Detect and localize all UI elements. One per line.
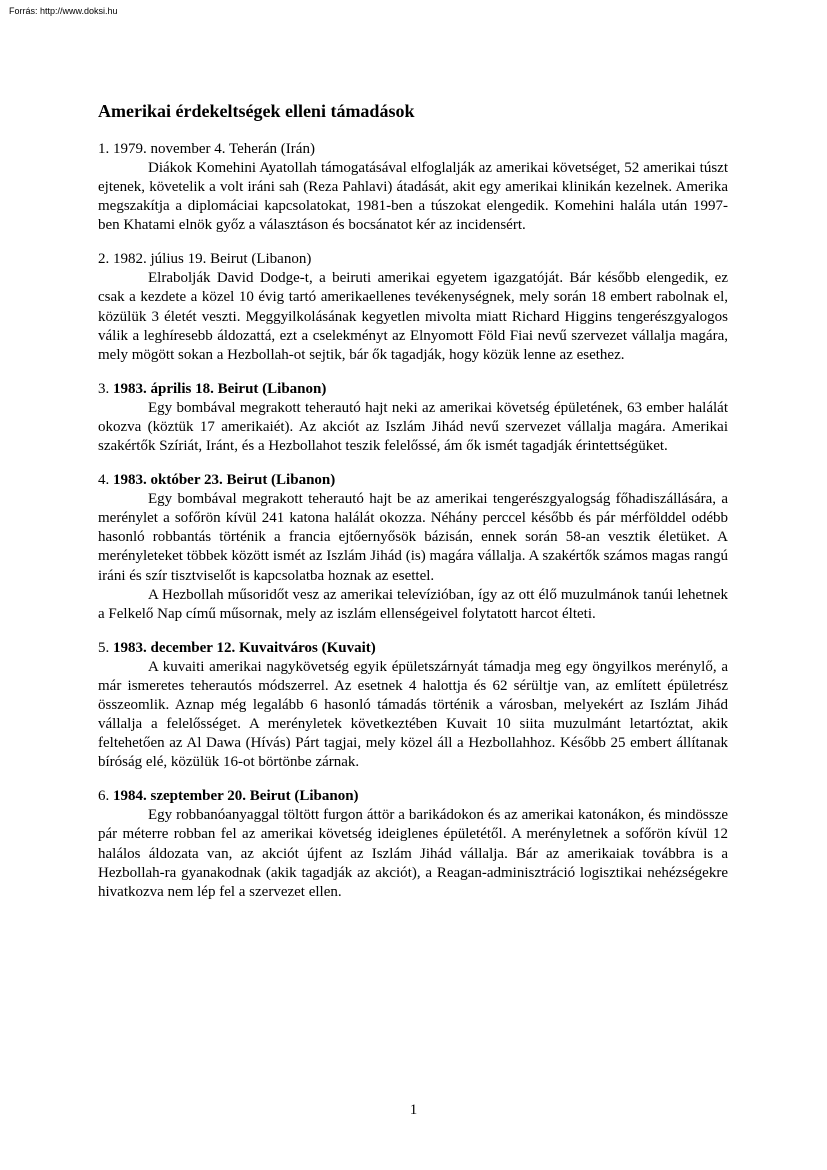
event-place: Teherán (Irán) bbox=[228, 141, 315, 157]
event-section bbox=[98, 140, 728, 235]
event-date: 1983. október 23. bbox=[113, 472, 223, 489]
event-place: Beirut (Libanon) bbox=[217, 380, 327, 397]
event-date-place bbox=[113, 381, 326, 397]
event-date-place bbox=[113, 788, 359, 804]
event-section bbox=[98, 471, 728, 624]
event-date-place bbox=[113, 251, 311, 267]
event-place: Beirut (Libanon) bbox=[249, 788, 359, 805]
event-date-place bbox=[113, 141, 315, 157]
event-section bbox=[98, 787, 728, 901]
event-number: 4. bbox=[98, 472, 110, 489]
event-paragraph: Elrabolják David Dodge-t, a beiruti amerikai egyetem igazgatóját. Bár később elengedik, ez csak a kezdete a közel 10 évig tartó amerikaellenes tevékenységnek, mely során 18 embert rabolnak el, közülük 3 életét veszti. Meggyilkolásának kegyetlen mivolta miatt Richard Higgins tengerészgyalogos válik a leghíresebb áldozattá, ezt a cselekményt az Elnyomott Föld Fiai nevű szervezet vállalja magára, mely mögött sokan a Hezbollah-ot sejtik, bár ők tagadják, hogy közük lenne az esethez. bbox=[98, 270, 728, 363]
event-date: 1982. július 19. bbox=[113, 251, 207, 268]
event-section bbox=[98, 250, 728, 364]
event-paragraph: Diákok Komehini Ayatollah támogatásával elfoglalják az amerikai követséget, 52 amerikai túszt ejtenek, követelik a volt iráni sah (Reza Pahlavi) átadását, akit egy amerikai klinikán kezelnek. Amerika megszakítja a diplomáciai kapcsolatokat, 1981-ben a túszokat elengedik. Komehini halála után 1997-ben Khatami elnök győz a választáson és bocsánatot kér az incidensért. bbox=[98, 160, 728, 234]
event-heading bbox=[98, 380, 728, 399]
event-section bbox=[98, 639, 728, 773]
event-place: Beirut (Libanon) bbox=[210, 251, 312, 268]
event-paragraph: Egy bombával megrakott teherautó hajt be az amerikai tengerészgyalogság főhadiszállására, a merénylet a sofőrön kívül 241 katona halálát okozza. Néhány perccel később és pár mérfölddel odébb hasonló robbantás történik a francia ejtőernyősök bázisán, ennek során 58-an vesztik életüket. A merényleteket többek között ismét az Iszlám Jihád (is) magára vállalja. A szakértők számos magas rangú iráni és szír tisztviselőt is kapcsolatba hoznak az esettel. bbox=[98, 491, 728, 584]
event-section bbox=[98, 380, 728, 456]
event-number: 2. bbox=[98, 251, 110, 268]
event-number: 6. bbox=[98, 788, 110, 805]
event-number: 1. bbox=[98, 141, 110, 157]
event-heading bbox=[98, 250, 728, 269]
event-paragraph: A Hezbollah műsoridőt vesz az amerikai televízióban, így az ott élő muzulmánok tanúi lehetnek a Felkelő Nap című műsornak, mely az iszlám ellenségeivel folytatott harcot élteti. bbox=[98, 586, 728, 622]
event-date: 1983. december 12. bbox=[113, 639, 236, 656]
event-paragraph: Egy robbanóanyaggal töltött furgon áttör a barikádokon és az amerikai katonákon, és mindössze pár méterre robban fel az amerikai követség ideiglenes épületétől. A merényletnek a sofőrön kívül 12 halálos áldozata van, az akciót újfent az Iszlám Jihád vállalja. Bár az amerikaiak továbbra is a Hezbollah-ra gyanakodnak (akik tagadják az akciót), a Reagan-adminisztráció logisztikai nehézségekre hivatkozva nem lép fel a szervezet ellen. bbox=[98, 807, 728, 900]
event-number: 3. bbox=[98, 380, 110, 397]
event-date: 1984. szeptember 20. bbox=[113, 788, 247, 805]
event-heading bbox=[98, 140, 728, 159]
page-number: 1 bbox=[409, 1102, 418, 1118]
event-paragraph: A kuvaiti amerikai nagykövetség egyik épületszárnyát támadja meg egy öngyilkos merénylő, a már ismeretes teherautós módszerrel. Az esetnek 4 halottja és 62 sérültje van, az említett épületrész összeomlik. Aznap még legalább 6 hasonló támadás történik a városban, melyekért az Iszlám Jihád vállalja a felelősséget. A merényletek következtében Kuvait 10 siita muzulmánt letartóztat, akik feltehetően az Al Dawa (Hívás) Párt tagjai, mely közel áll a Hezbollahhoz. Később 25 embert állítanak bíróság elé, közülük 16-ot börtönbe zárnak. bbox=[98, 658, 728, 771]
event-date: 1983. április 18. bbox=[113, 380, 214, 397]
event-heading bbox=[98, 471, 728, 490]
event-paragraph: Egy bombával megrakott teherautó hajt neki az amerikai követség épületének, 63 ember halálát okozva (köztük 17 amerikaiét). Az akciót az Iszlám Jihád nevű szervezet vállalja magára. Amerikai szakértők Szíriát, Iránt, és a Hezbollahot teszik felelőssé, ám ők ismét tagadják érintettségüket. bbox=[98, 399, 728, 455]
event-heading bbox=[98, 787, 728, 806]
event-date: 1979. november 4. bbox=[113, 141, 226, 157]
document-title: Amerikai érdekeltségek elleni támadások bbox=[98, 101, 415, 121]
event-date-place bbox=[113, 640, 376, 656]
event-place: Kuvaitváros (Kuvait) bbox=[238, 639, 376, 656]
event-list bbox=[98, 140, 728, 902]
event-number: 5. bbox=[98, 639, 110, 656]
source-note: Forrás: http://www.doksi.hu bbox=[9, 6, 118, 16]
event-heading bbox=[98, 639, 728, 658]
document-body bbox=[98, 100, 728, 917]
event-date-place bbox=[113, 472, 335, 488]
event-place: Beirut (Libanon) bbox=[226, 472, 336, 489]
